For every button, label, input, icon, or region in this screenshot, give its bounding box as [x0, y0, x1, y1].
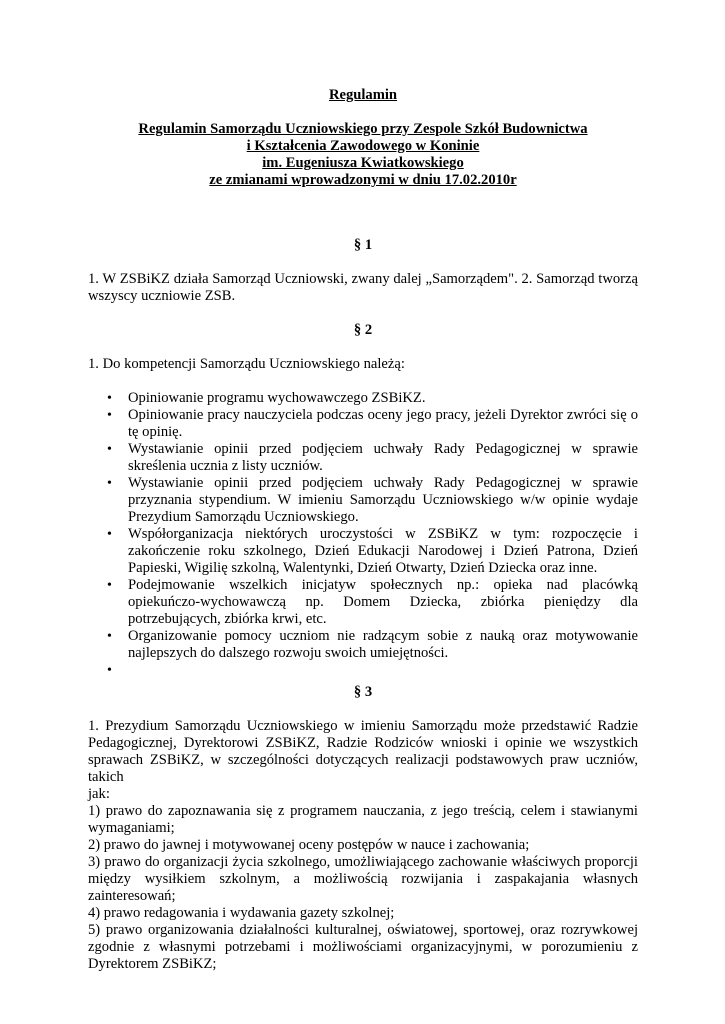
list-item: 5) prawo organizowania działalności kulturalnej, oświatowej, sportowej, oraz rozrywkowej zgodnie z własnymi potrzebami i możliwościami organizacyjnymi, w porozumieniu z Dyrektorem ZSBiKZ; [88, 922, 638, 972]
list-item: • Wystawianie opinii przed podjęciem uchwały Rady Pedagogicznej w sprawie skreślenia ucznia z listy uczniów. [88, 441, 638, 475]
section-1-text: 1. W ZSBiKZ działa Samorząd Uczniowski, zwany dalej „Samorządem". 2. Samorząd tworzą wszyscy uczniowie ZSB. [88, 271, 638, 304]
list-item: 3) prawo do organizacji życia szkolnego, umożliwiającego zachowanie właściwych proporcji między wysiłkiem szkolnym, a możliwością rozwijania i zaspakajania własnych zainteresowań; [88, 854, 638, 904]
document-page [88, 87, 638, 973]
list-item: • Organizowanie pomocy uczniom nie radzącym sobie z nauką oraz motywowanie najlepszych do dalszego rozwoju swoich umiejętności. [88, 628, 638, 662]
document-title: Regulamin [328, 87, 398, 103]
list-item: • Opiniowanie pracy nauczyciela podczas oceny jego pracy, jeżeli Dyrektor zwróci się o tę opinię. [88, 407, 638, 441]
section-2-intro: 1. Do kompetencji Samorządu Uczniowskiego należą: [88, 356, 405, 372]
list-item-empty [88, 662, 638, 679]
heading-line-1: Regulamin Samorządu Uczniowskiego przy Zespole Szkół Budownictwa [138, 121, 588, 137]
heading-line-4: ze zmianami wprowadzonymi w dniu 17.02.2010r [209, 172, 517, 188]
document-heading [88, 121, 638, 189]
heading-line-3: im. Eugeniusza Kwiatkowskiego [262, 155, 464, 171]
section-3-intro-cont: jak: [88, 786, 110, 802]
rights-list [88, 803, 638, 973]
list-item: 4) prawo redagowania i wydawania gazety szkolnej; [88, 905, 395, 921]
list-item: • Podejmowanie wszelkich inicjatyw społecznych np.: opieka nad placówką opiekuńczo-wychowawczą np. Domem Dziecka, zbiórka pieniędzy dla potrzebujących, zbiórka krwi, etc. [88, 577, 638, 628]
list-item: • Opiniowanie programu wychowawczego ZSBiKZ. [88, 390, 638, 407]
section-3-label: § 3 [353, 684, 373, 700]
list-item: 2) prawo do jawnej i motywowanej oceny postępów w nauce i zachowania; [88, 837, 530, 853]
section-1-label: § 1 [353, 237, 373, 253]
list-item: 1) prawo do zapoznawania się z programem nauczania, z jego treścią, celem i stawianymi wymaganiami; [88, 803, 638, 836]
heading-line-2: i Kształcenia Zawodowego w Koninie [246, 138, 480, 154]
list-item: • Wystawianie opinii przed podjęciem uchwały Rady Pedagogicznej w sprawie przyznania stypendium. W imieniu Samorządu Uczniowskiego w/w opinie wydaje Prezydium Samorządu Uczniowskiego. [88, 475, 638, 526]
list-item: • Współorganizacja niektórych uroczystości w ZSBiKZ w tym: rozpoczęcie i zakończenie roku szkolnego, Dzień Edukacji Narodowej i Dzień Patrona, Dzień Papieski, Wigilię szkolną, Walentynki, Dzień Otwarty, Dzień Dziecka oraz inne. [88, 526, 638, 577]
section-2-label: § 2 [353, 322, 373, 338]
competence-list [88, 390, 638, 679]
section-3-intro: 1. Prezydium Samorządu Uczniowskiego w imieniu Samorządu może przedstawić Radzie Pedagogicznej, Dyrektorowi ZSBiKZ, Radzie Rodziców wnioski i opinie we wszystkich sprawach ZSBiKZ, w szczególności dotyczących realizacji podstawowych praw uczniów, takich [88, 718, 638, 785]
